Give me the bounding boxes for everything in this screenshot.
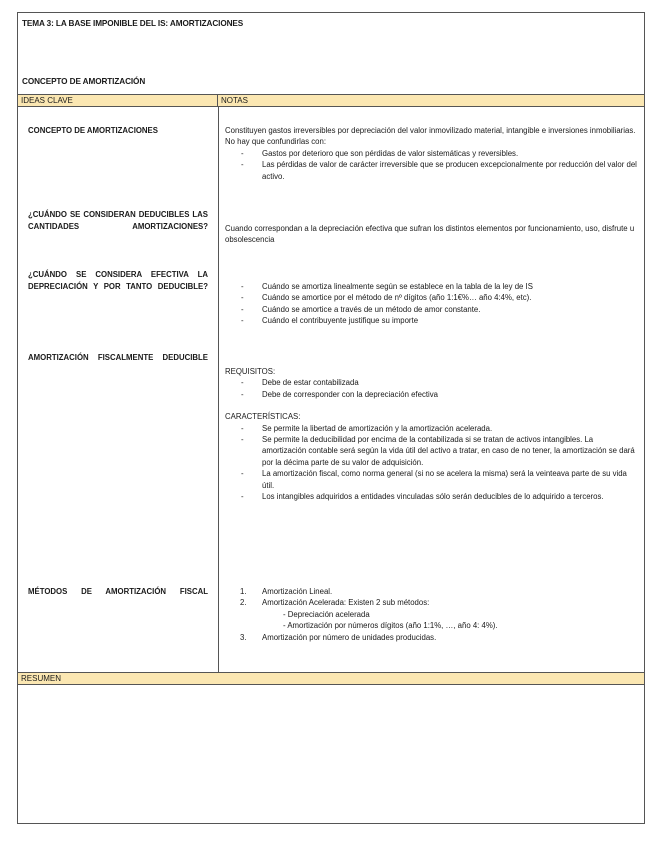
list-number: 3. bbox=[240, 632, 247, 642]
list-text: Amortización Acelerada: Existen 2 sub métodos: bbox=[262, 598, 430, 608]
metodos-list-cont bbox=[225, 632, 638, 643]
header-notas: NOTAS bbox=[218, 94, 644, 107]
list-item bbox=[225, 597, 638, 608]
notes-concepto-intro: Constituyen gastos irreversibles por depreciación del valor inmovilizado material, intangible e inversiones inmobiliarias. No hay que confundirlas con: bbox=[225, 126, 636, 147]
list-item bbox=[225, 632, 638, 643]
worksheet bbox=[17, 12, 645, 824]
column-divider bbox=[218, 107, 219, 672]
list-item: - Cuándo se amortice a través de un método de amor constante. bbox=[225, 304, 638, 315]
notes-efectiva-list bbox=[225, 281, 638, 327]
question-concepto: CONCEPTO DE AMORTIZACIONES bbox=[28, 126, 158, 135]
requisitos-label: REQUISITOS: bbox=[225, 367, 276, 376]
sub-method: - Depreciación acelerada bbox=[283, 609, 370, 619]
caracteristicas-list bbox=[225, 423, 638, 503]
list-item: - Debe de corresponder con la depreciación efectiva bbox=[225, 389, 638, 400]
metodos-list bbox=[225, 586, 638, 609]
notes-efectiva bbox=[225, 281, 638, 327]
notes-concepto bbox=[225, 125, 638, 182]
list-item: - Se permite la deducibilidad por encima de la contabilizada si se tratan de activos intangibles. La amortización contable será según la vida útil del activo a tratar, en caso de no tener, la amortización se dará por la décima parte de su valor de adquisición. bbox=[225, 434, 638, 468]
list-number: 1. bbox=[240, 587, 247, 596]
question-fiscal: AMORTIZACIÓN FISCALMENTE DEDUCIBLE bbox=[28, 353, 208, 362]
page-title: TEMA 3: LA BASE IMPONIBLE DEL IS: AMORTIZACIONES bbox=[22, 19, 244, 28]
list-item bbox=[225, 586, 638, 597]
caracteristicas-label: CARACTERÍSTICAS: bbox=[225, 412, 301, 422]
notes-cuando-text: Cuando correspondan a la depreciación efectiva que sufran los distintos elementos por funcionamiento, uso, disfrute u obsolescencia bbox=[225, 224, 635, 245]
list-item: - Los intangibles adquiridos a entidades vinculadas sólo serán deducibles de lo adquirido a terceros. bbox=[225, 491, 638, 502]
question-efectiva: ¿CUÁNDO SE CONSIDERA EFECTIVA LA DEPRECIACIÓN Y POR TANTO DEDUCIBLE? bbox=[28, 270, 208, 291]
header-resumen: RESUMEN bbox=[18, 672, 644, 685]
list-text: Amortización por número de unidades producidas. bbox=[262, 632, 437, 642]
list-item: - Gastos por deterioro que son pérdidas de valor sistemáticas y reversibles. bbox=[225, 148, 638, 159]
list-item: - Cuándo el contribuyente justifique su importe bbox=[225, 315, 638, 326]
notes-cuando bbox=[225, 223, 638, 246]
list-text: Amortización Lineal. bbox=[262, 587, 333, 596]
list-item: - Las pérdidas de valor de carácter irreversible que se producen excepcionalmente por reducción del valor del activo. bbox=[225, 159, 638, 182]
question-metodos: MÉTODOS DE AMORTIZACIÓN FISCAL bbox=[28, 587, 208, 596]
notes-fiscal bbox=[225, 366, 638, 502]
notes-concepto-list bbox=[225, 148, 638, 182]
list-number: 2. bbox=[240, 598, 247, 608]
notes-metodos bbox=[225, 586, 638, 643]
sub-method: - Amortización por números dígitos (año 1:1%, …, año 4: 4%). bbox=[283, 621, 498, 631]
list-item: - Cuándo se amortice por el método de nº dígitos (año 1:1€%… año 4:4%, etc). bbox=[225, 292, 638, 303]
list-item: - Se permite la libertad de amortización y la amortización acelerada. bbox=[225, 423, 638, 434]
list-item: - Debe de estar contabilizada bbox=[225, 377, 638, 388]
requisitos-list bbox=[225, 377, 638, 400]
header-ideas-clave: IDEAS CLAVE bbox=[18, 94, 218, 107]
question-cuando: ¿CUÁNDO SE CONSIDERAN DEDUCIBLES LAS CANTIDADES AMORTIZACIONES? bbox=[28, 210, 208, 231]
section-title: CONCEPTO DE AMORTIZACIÓN bbox=[22, 77, 146, 86]
list-item: - Cuándo se amortiza linealmente según se establece en la tabla de la ley de IS bbox=[225, 281, 638, 292]
list-item: - La amortización fiscal, como norma general (si no se acelera la misma) será la veinteava parte de su vida útil. bbox=[225, 468, 638, 491]
